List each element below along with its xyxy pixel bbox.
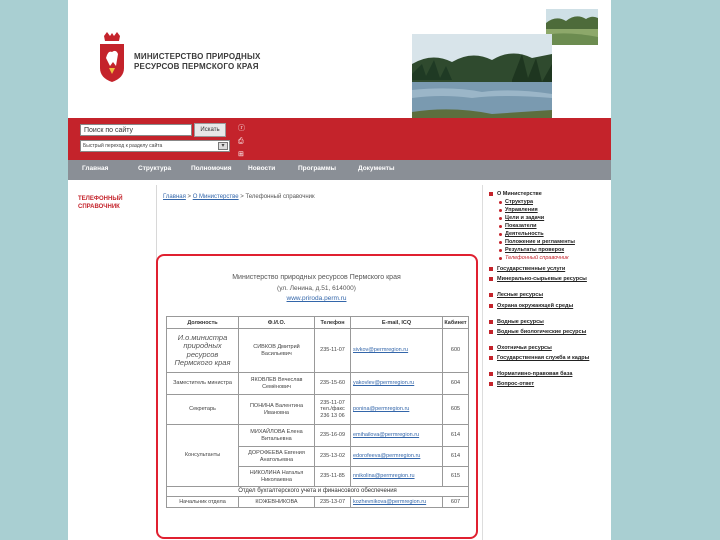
room-cell: 614 [443,447,469,467]
column-header: Должность [167,317,239,329]
breadcrumb-current: Телефонный справочник [245,194,315,200]
column-header: Телефон [315,317,351,329]
phone-cell: 235-11-85 [315,467,351,487]
highlight-outline [156,254,478,539]
bullet-icon [499,217,502,220]
phone-cell: 235-15-60 [315,373,351,395]
menu-item[interactable] [489,266,607,273]
submenu-item[interactable] [499,247,607,254]
submenu-label: Структура [505,199,533,205]
bullet-icon [489,304,493,308]
column-header: E-mail, ICQ [351,317,443,329]
name-cell: СИВКОВ Дмитрий Васильевич [239,329,315,373]
bullet-icon [489,320,493,324]
menu-item-label: Лесные ресурсы [497,292,544,298]
name-cell: ЯКОВЛЕВ Вячеслав Семёнович [239,373,315,395]
menu-item[interactable] [489,319,607,326]
position-cell: Консультанты [167,425,239,487]
name-cell: НИКОЛИНА Наталья Николаевна [239,467,315,487]
name-cell: КОЖЕВНИКОВА [239,497,315,508]
room-cell: 604 [443,373,469,395]
submenu-item[interactable] [499,207,607,214]
breadcrumb-home[interactable]: Главная [163,194,186,200]
directory-site-link[interactable]: www.priroda.perm.ru [286,295,347,302]
bullet-icon [499,209,502,212]
email-link[interactable]: kozhevnikova@permregion.ru [351,497,443,508]
bullet-icon [489,330,493,334]
bullet-icon [499,201,502,204]
phone-cell: 235-13-07 [315,497,351,508]
position-cell: И.о.министра природных ресурсов Пермского края [167,329,239,373]
menu-item-label: Охрана окружающей среды [497,303,574,309]
menu-item-label: Вопрос-ответ [497,381,535,387]
quick-nav-select[interactable] [80,140,230,152]
email-link[interactable]: yakovlev@permregion.ru [351,373,443,395]
room-cell: 614 [443,425,469,447]
quick-nav-label: Быстрый переход к разделу сайта [83,143,163,149]
menu-item[interactable] [489,276,607,283]
bullet-icon [499,225,502,228]
email-link[interactable]: edorofeeva@permregion.ru [351,447,443,467]
menu-item-about[interactable] [489,191,607,198]
menu-item[interactable] [489,303,607,310]
emblem-icon[interactable] [98,32,126,82]
submenu-label: Положение и регламенты [505,239,575,245]
email-link[interactable]: emihailova@permregion.ru [351,425,443,447]
bullet-icon [489,346,493,350]
menu-item[interactable] [489,329,607,336]
name-cell: МИХАЙЛОВА Елена Витальевна [239,425,315,447]
menu-item[interactable] [489,292,607,299]
bullet-icon [489,192,493,196]
nav-item-structure[interactable]: Структура [138,165,172,172]
menu-item-label: Государственная служба и кадры [497,355,590,361]
chevron-down-icon[interactable]: ▾ [218,142,228,150]
submenu-item[interactable] [499,215,607,222]
menu-item[interactable] [489,381,607,388]
print-icon[interactable]: ⎙ [238,138,244,145]
search-input[interactable]: Поиск по сайту [80,124,192,136]
breadcrumb-separator: > [238,194,246,200]
column-header: Ф.И.О. [239,317,315,329]
bullet-icon [489,267,493,271]
nav-item-programs[interactable]: Программы [298,165,337,172]
nav-item-powers[interactable]: Полномочия [191,165,232,172]
bullet-icon [489,277,493,281]
directory-title: Министерство природных ресурсов Пермского края [232,274,401,281]
section-title-line1: ТЕЛЕФОННЫЙ [78,196,123,202]
bullet-icon [499,241,502,244]
right-sidebar-menu [482,185,611,540]
bullet-icon [489,382,493,386]
menu-item[interactable] [489,371,607,378]
nav-item-home[interactable]: Главная [82,165,109,172]
submenu-item-active[interactable] [499,255,607,262]
submenu-label: Деятельность [505,231,544,237]
position-cell: Заместитель министра [167,373,239,395]
landscape-photo-small [546,9,598,45]
submenu-item[interactable] [499,223,607,230]
phone-cell: 235-13-02 [315,447,351,467]
nav-item-news[interactable]: Новости [248,165,276,172]
menu-item-label: О Министерстве [497,191,542,197]
name-cell: ПОНИНА Валентина Ивановна [239,395,315,425]
email-link[interactable]: ponina@permregion.ru [351,395,443,425]
submenu-label: Результаты проверок [505,247,565,253]
position-cell: Секретарь [167,395,239,425]
river-photo [412,34,552,120]
bullet-icon [489,293,493,297]
menu-item-label: Государственные услуги [497,266,566,272]
breadcrumb-section[interactable]: О Министерстве [192,194,239,200]
nav-item-documents[interactable]: Документы [358,165,395,172]
phone-cell: 235-11-07 [315,329,351,373]
ministry-title-line2: РЕСУРСОВ ПЕРМСКОГО КРАЯ [134,62,259,71]
phone-cell: 235-11-07 тел./факс 236 13 06 [315,395,351,425]
phone-cell: 235-16-09 [315,425,351,447]
header-tools [238,122,250,161]
section-title-line2: СПРАВОЧНИК [78,204,120,210]
submenu-label: Цели и задачи [505,215,545,221]
menu-item-label: Минерально-сырьевые ресурсы [497,276,587,282]
name-cell: ДОРОФЕЕВА Евгения Анатольевна [239,447,315,467]
email-link[interactable]: nnikolina@permregion.ru [351,467,443,487]
directory-address: (ул. Ленина, д.51, 614000) [277,285,356,292]
menu-item-label: Нормативно-правовая база [497,371,573,377]
bullet-icon [489,372,493,376]
submenu-label: Управления [505,207,538,213]
breadcrumb-separator: > [185,194,193,200]
room-cell: 615 [443,467,469,487]
room-cell: 600 [443,329,469,373]
page [68,0,611,540]
submenu-item[interactable] [499,239,607,246]
menu-item-label: Водные ресурсы [497,319,544,325]
search-bar [68,118,611,160]
section-title [78,195,148,211]
menu-item[interactable] [489,355,607,362]
menu-item-label: Охотничьи ресурсы [497,345,552,351]
room-cell: 607 [443,497,469,508]
submenu-item[interactable] [499,231,607,238]
position-cell: Начальник отдела [167,497,239,508]
breadcrumb [163,194,315,200]
menu-item-label: Водные биологические ресурсы [497,329,587,335]
bullet-icon [499,257,502,260]
column-header: Кабинет [443,317,469,329]
email-link[interactable]: sivkov@permregion.ru [351,329,443,373]
main-nav [68,160,611,180]
menu-item[interactable] [489,345,607,352]
section-heading: Отдел бухгалтерского учета и финансового обеспечения [167,487,469,497]
ministry-title-line1: МИНИСТЕРСТВО ПРИРОДНЫХ [134,52,261,61]
bullet-icon [489,356,493,360]
search-button[interactable]: Искать [194,123,226,137]
submenu-item[interactable] [499,199,607,206]
site-header [68,0,611,118]
room-cell: 605 [443,395,469,425]
bullet-icon [499,233,502,236]
submenu-label: Телефонный справочник [505,255,569,261]
ministry-title[interactable] [134,52,324,72]
submenu-label: Показатели [505,223,537,229]
rss-icon[interactable]: ⓡ [238,125,245,132]
sitemap-icon[interactable]: ⊞ [238,151,244,158]
bullet-icon [499,249,502,252]
